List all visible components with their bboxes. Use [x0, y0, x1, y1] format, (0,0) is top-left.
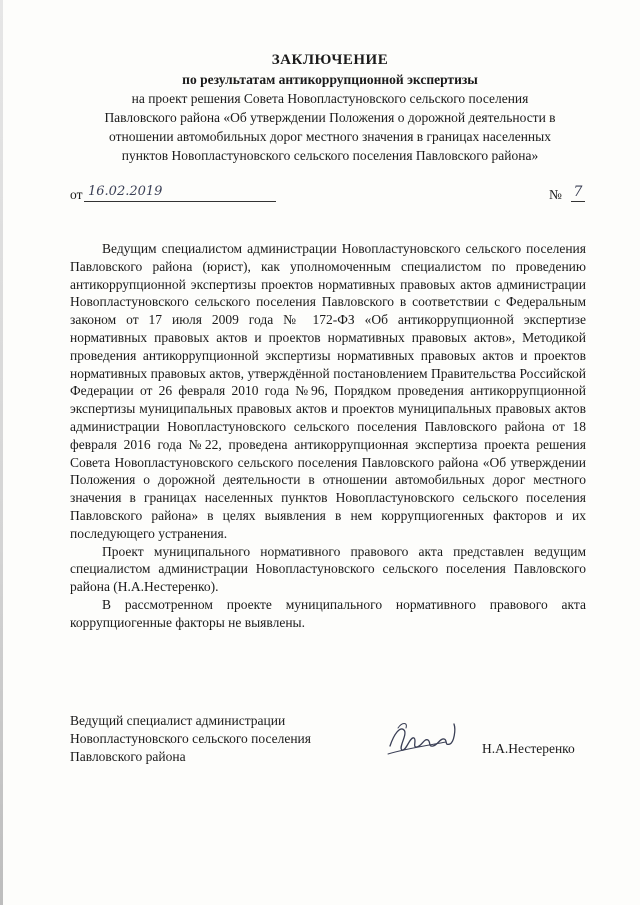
number-label: №	[549, 187, 562, 202]
number-value-handwritten: 7	[571, 183, 585, 202]
scan-edge	[0, 0, 3, 905]
subject-line: пунктов Новопластуновского сельского поселения Павловского района»	[121, 148, 539, 163]
date-label: от	[70, 187, 83, 202]
document-subtitle: по результатам антикоррупционной экспертизы	[182, 72, 478, 87]
body-paragraph: В рассмотренном проекте муниципального нормативного правового акта коррупциогенные факторы не выявлены.	[70, 596, 586, 630]
document-subject	[60, 89, 600, 165]
document-header	[60, 50, 600, 165]
handwritten-signature	[384, 716, 460, 758]
body-paragraph: Проект муниципального нормативного правового акта представлен ведущим специалистом администрации Новопластуновского сельского поселения Павловского района (Н.А.Нестеренко).	[70, 543, 586, 595]
position-line: Ведущий специалист администрации	[70, 713, 286, 728]
body-paragraph: Ведущим специалистом администрации Новопластуновского сельского поселения Павловского района (юрист), как уполномоченным специалистом по проведению антикоррупционной экспертизы проектов нормативных правовых актов администрации Новопластуновского сельского поселения Павловского в соответствии с Федеральным законом от 17 июля 2009 года № 172-ФЗ «Об антикоррупционной экспертизе нормативных правовых актов и проектов нормативных правовых актов», Методикой проведения антикоррупционной экспертизы нормативных правовых актов и проектов нормативных правовых актов, утверждённой постановлением Правительства Российской Федерации от 26 февраля 2010 года №96, Порядком проведения антикоррупционной экспертизы муниципальных правовых актов и проектов муниципальных правовых актов администрации Новопластуновского сельского поселения Павловского района от 18 февраля 2016 года №22, проведена антикоррупционная экспертиза проекта решения Совета Новопластуновского сельского поселения Павловского района «Об утверждении Положения о дорожной деятельности в отношении автомобильных дорог местного значения в границах населенных пунктов Новопластуновского сельского поселения Павловского района» в целях выявления в нем коррупциогенных факторов и их последующего устранения.	[70, 241, 586, 541]
signatory-name: Н.А.Нестеренко	[482, 741, 575, 756]
conclusion-body	[70, 240, 586, 632]
subject-line: на проект решения Совета Новопластуновского сельского поселения	[131, 91, 529, 106]
document-title: ЗАКЛЮЧЕНИЕ	[271, 52, 389, 68]
position-line: Павловского района	[70, 749, 186, 764]
date-value-handwritten: 16.02.2019	[84, 183, 276, 202]
position-line: Новопластуновского сельского поселения	[70, 731, 311, 746]
signature-block	[70, 712, 590, 772]
signatory-position	[70, 712, 370, 766]
subject-line: отношении автомобильных дорог местного значения в границах населенных	[109, 129, 551, 144]
date-number-row	[70, 183, 585, 207]
subject-line: Павловского района «Об утверждении Положения о дорожной деятельности в	[104, 110, 556, 125]
